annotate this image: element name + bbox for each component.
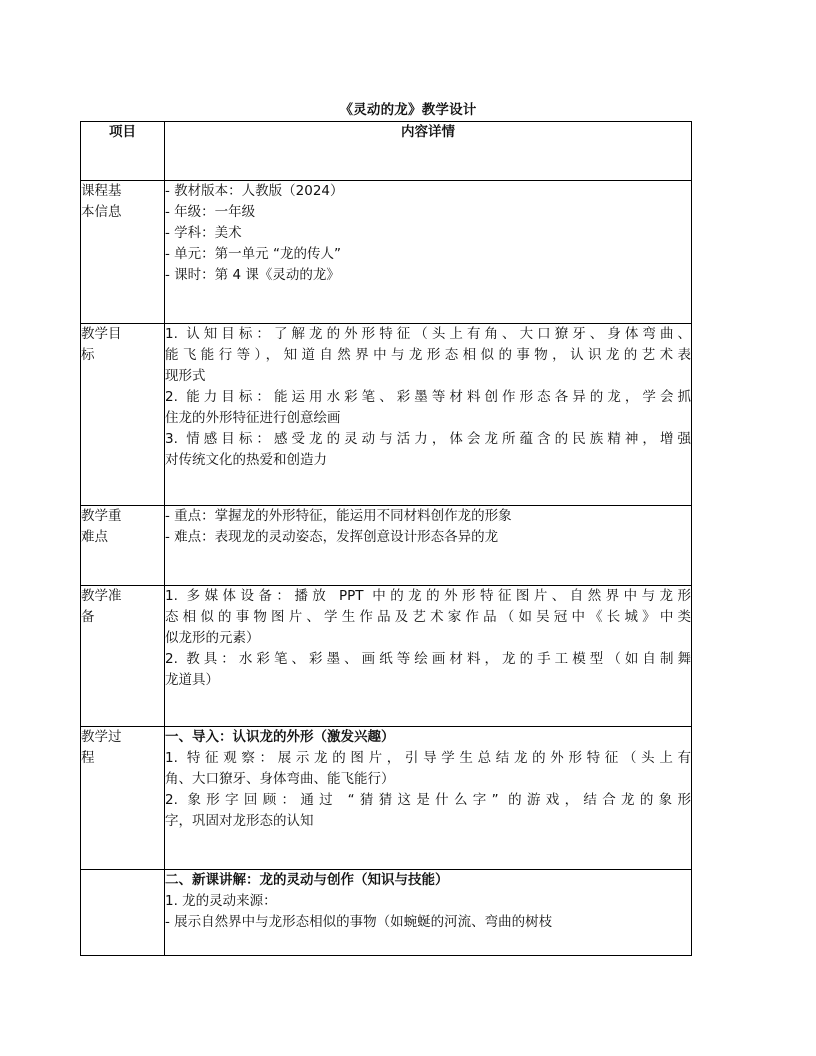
row-label-line: 程 xyxy=(81,750,95,766)
table-row-course-info xyxy=(81,181,692,324)
table-header-row xyxy=(81,122,692,181)
content-line: 2. 象形字回顾：通过 “猜猜这是什么字” 的游戏，结合龙的象形 xyxy=(165,792,691,808)
content-line: 住龙的外形特征进行创意绘画 xyxy=(165,410,341,426)
table-row-key-points xyxy=(81,506,692,586)
content-line: 现形式 xyxy=(165,368,206,384)
content-line: - 难点：表现龙的灵动姿态，发挥创意设计形态各异的龙 xyxy=(165,529,499,545)
content-line: 似龙形的元素） xyxy=(165,630,260,646)
row-label-line: 难点 xyxy=(81,529,108,545)
row-content xyxy=(165,181,692,324)
row-content xyxy=(165,586,692,727)
row-label-line: 本信息 xyxy=(81,204,122,220)
row-label xyxy=(81,870,165,956)
content-line: - 教材版本：人教版（2024） xyxy=(165,183,344,199)
row-label-line: 教学重 xyxy=(81,508,122,524)
row-label xyxy=(81,181,165,324)
table-row-objectives xyxy=(81,324,692,506)
header-item: 项目 xyxy=(81,122,165,181)
content-line: 能飞能行等），知道自然界中与龙形态相似的事物，认识龙的艺术表 xyxy=(165,347,691,363)
table-row-process-continued xyxy=(81,870,692,956)
content-line: - 重点：掌握龙的外形特征，能运用不同材料创作龙的形象 xyxy=(165,508,512,524)
content-line: - 学科：美术 xyxy=(165,225,242,241)
table-row-process xyxy=(81,727,692,870)
row-label xyxy=(81,506,165,586)
content-line: - 展示自然界中与龙形态相似的事物（如蜿蜒的河流、弯曲的树枝 xyxy=(165,914,553,930)
row-content xyxy=(165,324,692,506)
content-line: 角、大口獠牙、身体弯曲、能飞能行） xyxy=(165,771,395,787)
content-line: 字，巩固对龙形态的认知 xyxy=(165,813,314,829)
row-content xyxy=(165,727,692,870)
row-label-line: 课程基 xyxy=(81,183,122,199)
row-label-line: 教学过 xyxy=(81,729,122,745)
document-title: 《灵动的龙》教学设计 xyxy=(339,102,477,118)
section-heading: 二、新课讲解：龙的灵动与创作（知识与技能） xyxy=(165,872,449,888)
content-line: 对传统文化的热爱和创造力 xyxy=(165,452,327,468)
row-label-line: 教学准 xyxy=(81,588,122,604)
content-line: - 年级：一年级 xyxy=(165,204,256,220)
content-line: - 课时：第 4 课《灵动的龙》 xyxy=(165,267,340,283)
row-label-line: 备 xyxy=(81,609,95,625)
header-content: 内容详情 xyxy=(165,122,692,181)
content-line: 龙道具） xyxy=(165,672,219,688)
lesson-plan-table xyxy=(80,121,692,956)
section-heading: 一、导入：认识龙的外形（激发兴趣） xyxy=(165,729,395,745)
row-label-line: 标 xyxy=(81,347,95,363)
row-label xyxy=(81,727,165,870)
content-line: 1. 多媒体设备：播放 PPT 中的龙的外形特征图片、自然界中与龙形 xyxy=(165,588,691,604)
row-label xyxy=(81,586,165,727)
row-content xyxy=(165,506,692,586)
content-line: 1. 认知目标：了解龙的外形特征（头上有角、大口獠牙、身体弯曲、 xyxy=(165,326,691,342)
content-line: 态相似的事物图片、学生作品及艺术家作品（如吴冠中《长城》中类 xyxy=(165,609,691,625)
content-line: 2. 教具：水彩笔、彩墨、画纸等绘画材料，龙的手工模型（如自制舞 xyxy=(165,651,691,667)
content-line: - 单元：第一单元 “龙的传人” xyxy=(165,246,341,262)
content-line: 1. 特征观察：展示龙的图片，引导学生总结龙的外形特征（头上有 xyxy=(165,750,691,766)
table-row-preparation xyxy=(81,586,692,727)
row-label xyxy=(81,324,165,506)
content-line: 2. 能力目标：能运用水彩笔、彩墨等材料创作形态各异的龙，学会抓 xyxy=(165,389,691,405)
row-label-line: 教学目 xyxy=(81,326,122,342)
content-line: 1. 龙的灵动来源： xyxy=(165,893,277,909)
content-line: 3. 情感目标：感受龙的灵动与活力，体会龙所蕴含的民族精神，增强 xyxy=(165,431,691,447)
row-content xyxy=(165,870,692,956)
